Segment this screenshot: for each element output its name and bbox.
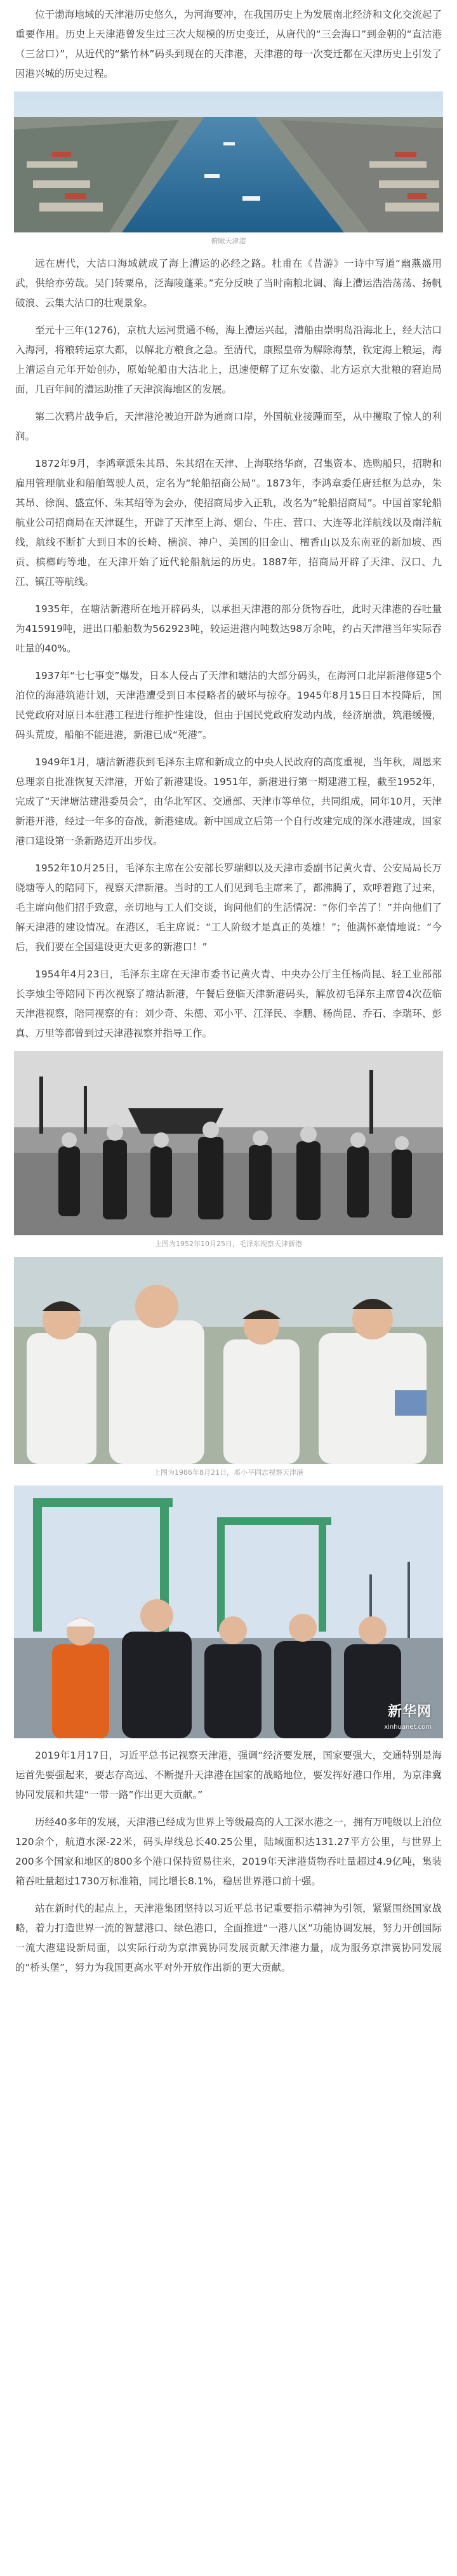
- photo-caption-2: 上图为1952年10月25日，毛泽东视察天津新港: [155, 1240, 302, 1248]
- paragraph-2019: 2019年1月17日，习近平总书记视察天津港，强调“经济要发展，国家要强大，交通特别是海运首先要强起来，要志存高远、不断提升天津港在国家的战略地位，要发挥好港口作用，为京津冀协同发展和共建“一带一路”作出更大贡献。”: [15, 1750, 442, 1801]
- xinhuanet-logo: 新华网: [387, 1704, 432, 1720]
- paragraph-1937: 1937年“七七事变”爆发，日本人侵占了天津和塘沽的大部分码头，在海河口北岸新港修建5个泊位的海港筑港计划，天津港遭受到日本侵略者的破坏与掠夺。1945年8月15日日本投降后，国民党政府对原日本驻港工程进行维护性建设，但由于国民党政府发动内战，经济崩溃，筑港缓慢，码头荒废，船舶不能进港，新港已成“死港”。: [15, 670, 442, 741]
- photo-port-aerial: [14, 91, 443, 232]
- paragraph-1954: 1954年4月23日，毛泽东主席在天津市委书记黄火青、中央办公厅主任杨尚昆、轻工业部部长李烛尘等陪同下再次视察了塘沽新港，午餐后登临天津新港码头，解放初毛泽东主席曾4次莅临天津港视察，陪同视察的有：刘少奇、朱德、邓小平、江泽民、李鹏、杨尚昆、乔石、李瑞环、彭真、万里等都曾到过天津港视察并指导工作。: [15, 969, 442, 1039]
- photo-1952-visit: [14, 1051, 443, 1235]
- historic-bw-image: [14, 1051, 443, 1235]
- paragraph-1949: 1949年1月，塘沽新港获到毛泽东主席和新成立的中央人民政府的高度重视，当年秋，周恩来总理亲自批准恢复天津港，开始了新港建设。1951年，新港进行第一期建港工程，截至1952年，完成了“天津塘沽建港委员会”，由华北军区、交通部、天津市等单位，共同组成，同年10月，天津新港开港，经过一年多的奋战，新港建成。新中国成立后第一个自行改建完成的深水港建成，国家港口建设第一条新路迈开出步伐。: [15, 756, 442, 847]
- photo-2019-visit: [14, 1486, 443, 1738]
- paragraph-development: 历经40多年的发展，天津港已经成为世界上等级最高的人工深水港之一，拥有万吨级以上泊位120余个，航道水深-22米，码头岸线总长40.25公里，陆域面积达131.27平方公里，与世界上200多个国家和地区的800多个港口保持贸易往来，2019年天津港货物吞吐量超过4.9亿吨，集装箱吞吐量超过1730万标准箱，同比增长8.1%，稳居世界港口前十强。: [15, 1816, 442, 1887]
- paragraph-tang: 远在唐代，大沽口海域就成了海上漕运的必经之路。杜甫在《昔游》一诗中写道“幽燕盛用武，供给亦劳哉。吴门转粟帛，泛海陵蓬莱。”充分反映了当时南粮北调、海上漕运浩浩荡荡、扬帆破浪、云集大沽口的壮观景象。: [15, 258, 442, 309]
- paragraph-new-era: 站在新时代的起点上，天津港集团坚持以习近平总书记重要指示精神为引领，紧紧围绕国家战略，着力打造世界一流的智慧港口、绿色港口，全面推进“一港八区”功能协调发展，努力开创国际一流大港建设新局面，以实际行动为京津冀协同发展贡献天津港力量，成为服务京津冀协同发展的“桥头堡”，努力为我国更高水平对外开放作出新的更大贡献。: [15, 1903, 442, 1973]
- photo-caption-3: 上图为1986年8月21日，邓小平同志视察天津港: [154, 1468, 303, 1477]
- photo-caption-1: 俯瞰天津港: [211, 237, 246, 245]
- xinhuanet-logo-sub: xinhuanet.com: [384, 1724, 432, 1731]
- color-group-image: [14, 1257, 443, 1464]
- port-aerial-image: [14, 91, 443, 232]
- port-inspection-image: [14, 1486, 443, 1738]
- paragraph-1935: 1935年，在塘沽新港所在地开辟码头，以承担天津港的部分货物吞吐，此时天津港的吞吐量为415919吨，进出口船舶数为562923吨，较运进港内吨数达98万余吨，约占天津港当年实际吞吐量的40%。: [15, 603, 442, 654]
- photo-1986-visit: [14, 1257, 443, 1464]
- paragraph-intro: 位于渤海地域的天津港历史悠久，为河海要冲，在我国历史上为发展南北经济和文化交流起了重要作用。历史上天津港曾发生过三次大规模的历史变迁，从唐代的“三会海口”到金朝的“直沽港（三岔口）”，从近代的“紫竹林”码头到现在的天津港，天津港的每一次变迁都在天津历史上引发了因港兴城的历史过程。: [15, 9, 442, 79]
- paragraph-1952: 1952年10月25日，毛泽东主席在公安部长罗瑞卿以及天津市委副书记黄火青、公安局局长万晓塘等人的陪同下，视察天津新港。当时的工人们见到毛主席来了，都沸腾了，欢呼着跑了过来，毛主席向他们招手致意，亲切地与工人们交谈，询问他们的生活情况：“你们辛苦了！”并向他们了解天津港的建设情况。在港区，毛主席说：“工人阶级才是真正的英雄！”；他满怀豪情地说：“今后，我们要在全国建设更大更多的新港口！”: [15, 862, 442, 953]
- paragraph-opium-war: 第二次鸦片战争后，天津港沦被迫开辟为通商口岸，外国航业接踵而至，从中攫取了惊人的利润。: [15, 411, 442, 442]
- paragraph-yuan: 至元十三年(1276)，京杭大运河贯通不畅，海上漕运兴起，漕船由崇明岛沿海北上，经大沽口入海河，将粮转运京大都，以解北方粮食之急。至清代，康熙皇帝为解除海禁，钦定海上粮运，海上漕运自元年开始创办，原始轮船由大沽北上，迅速便解了辽东安徽、北方运京大批粮的窘迫局面，几百年间的漕运助推了天津滨海地区的发展。: [15, 325, 442, 395]
- paragraph-1872: 1872年9月，李鸿章派朱其昂、朱其绍在天津、上海联络华商，召集资本、选购船只，招聘和雇用管理航业和船舶驾驶人员，定名为“轮船招商公局”。1873年，李鸿章委任唐廷枢为总办，朱其昂、徐润、盛宣怀、朱其绍等为会办，使招商局步入正轨，改名为“轮船招商局”。中国首家轮船航业公司招商局在天津诞生，开辟了天津至上海、烟台、牛庄、营口、大连等北洋航线以及南洋航线，航线不断扩大到日本的长崎、横滨、神户、美国的旧金山、檀香山以及东南亚的新加坡、西贡、槟榔屿等地，在天津开始了近代轮船航运的历史。1887年，招商局开辟了天津、汉口、九江、镇江等航线。: [15, 458, 442, 587]
